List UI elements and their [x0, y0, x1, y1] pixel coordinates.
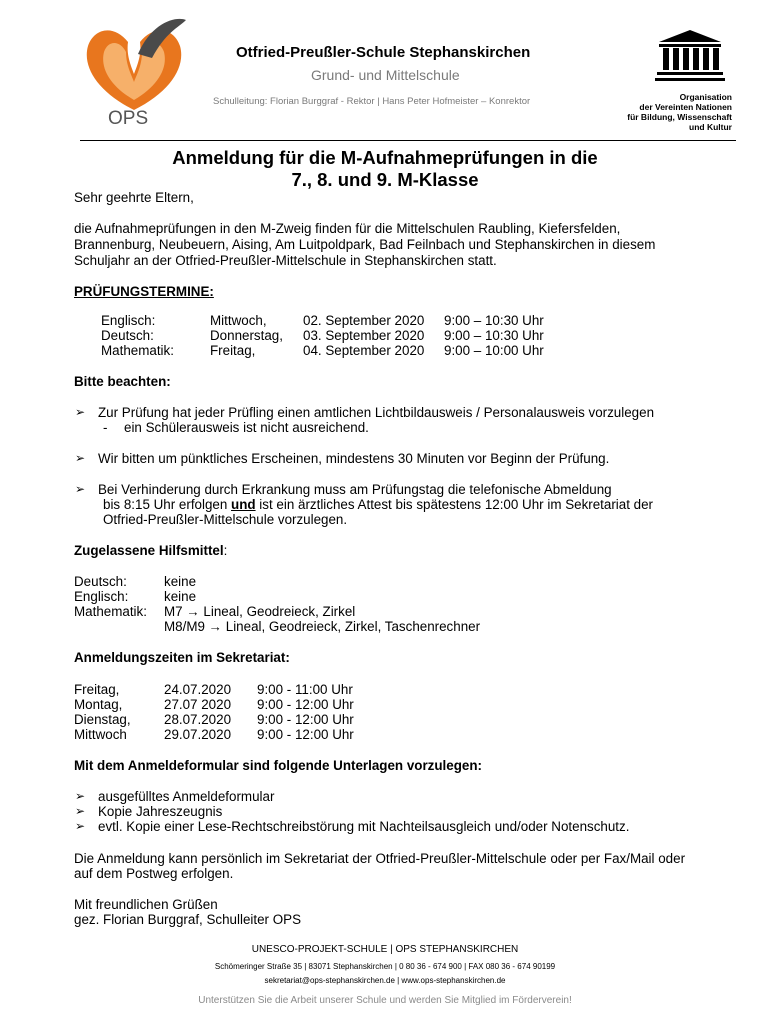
unesco-org-line-1: Organisation — [679, 92, 732, 102]
arrow-bullet-icon: ➢ — [75, 789, 86, 803]
note-3-emphasis: und — [231, 497, 256, 512]
office-time: 9:00 - 12:00 Uhr — [257, 697, 354, 712]
office-date: 29.07.2020 — [164, 727, 232, 742]
exam-subject: Deutsch: — [101, 328, 154, 343]
salutation: Sehr geehrte Eltern, — [74, 190, 194, 205]
dash-bullet-icon: - — [103, 420, 108, 435]
aids-heading — [74, 543, 227, 559]
exam-date: 02. September 2020 — [303, 313, 425, 328]
footer-address: Schömeringer Straße 35 | 83071 Stephanskirchen | 0 80 36 - 674 900 | FAX 080 36 - 674 90199 — [214, 962, 556, 971]
aid-value: M7 → Lineal, Geodreieck, Zirkel — [164, 604, 356, 619]
intro-line-2: Brannenburg, Neubeuern, Aising, Am Luitpoldpark, Bad Feilnbach und Stephanskirchen in diesem — [74, 237, 656, 252]
signature: gez. Florian Burggraf, Schulleiter OPS — [74, 912, 302, 927]
unesco-org-line-2: der Vereinten Nationen — [639, 102, 732, 112]
office-day: Freitag, — [74, 682, 120, 697]
ops-logo-text: OPS — [108, 108, 149, 129]
exam-date: 04. September 2020 — [303, 343, 425, 358]
arrow-bullet-icon: ➢ — [75, 819, 86, 833]
intro-line-3: Schuljahr an der Otfried-Preußler-Mittelschule in Stephanskirchen statt. — [74, 253, 497, 268]
office-time: 9:00 - 12:00 Uhr — [257, 727, 354, 742]
arrow-bullet-icon: ➢ — [75, 451, 86, 465]
exam-time: 9:00 – 10:30 Uhr — [444, 328, 544, 343]
note-3-line-3: Otfried-Preußler-Mittelschule vorzulegen. — [103, 512, 348, 527]
document-item: ausgefülltes Anmeldeformular — [98, 789, 275, 804]
note-3-line-2 — [103, 497, 653, 513]
exam-date: 03. September 2020 — [303, 328, 425, 343]
unesco-org-line-3: für Bildung, Wissenschaft — [627, 112, 732, 122]
aid-subject: Deutsch: — [74, 574, 127, 589]
office-date: 28.07.2020 — [164, 712, 232, 727]
exam-subject: Englisch: — [101, 313, 156, 328]
aids-heading-colon: : — [223, 543, 228, 558]
exams-heading: PRÜFUNGSTERMINE: — [74, 284, 214, 299]
unesco-logo — [655, 28, 725, 88]
notes-heading: Bitte beachten: — [74, 374, 171, 389]
note-3-line-1: Bei Verhinderung durch Erkrankung muss am Prüfungstag die telefonische Abmeldung — [98, 482, 612, 497]
exam-day: Mittwoch, — [210, 313, 267, 328]
arrow-bullet-icon: ➢ — [75, 482, 86, 496]
exam-time: 9:00 – 10:00 Uhr — [444, 343, 544, 358]
arrow-bullet-icon: ➢ — [75, 405, 86, 419]
office-time: 9:00 - 12:00 Uhr — [257, 712, 354, 727]
note-1-sub: ein Schülerausweis ist nicht ausreichend. — [124, 420, 369, 435]
office-time: 9:00 - 11:00 Uhr — [257, 682, 353, 697]
aid-value: keine — [164, 589, 197, 604]
note-3-text-a: bis 8:15 Uhr erfolgen — [103, 497, 232, 512]
school-leadership: Schulleitung: Florian Burggraf - Rektor | Hans Peter Hofmeister – Konrektor — [213, 96, 531, 107]
aid-value: keine — [164, 574, 197, 589]
exam-day: Freitag, — [210, 343, 256, 358]
note-2: Wir bitten um pünktliches Erscheinen, mindestens 30 Minuten vor Beginn der Prüfung. — [98, 451, 610, 466]
office-day: Mittwoch — [74, 727, 127, 742]
footer-contact: sekretariat@ops-stephanskirchen.de | www.ops-stephanskirchen.de — [264, 976, 506, 985]
aid-subject: Mathematik: — [74, 604, 147, 619]
documents-heading: Mit dem Anmeldeformular sind folgende Unterlagen vorzulegen: — [74, 758, 482, 773]
school-type: Grund- und Mittelschule — [311, 67, 460, 83]
closing-line-2: auf dem Postweg erfolgen. — [74, 866, 234, 881]
office-day: Dienstag, — [74, 712, 131, 727]
arrow-bullet-icon: ➢ — [75, 804, 86, 818]
office-date: 27.07 2020 — [164, 697, 232, 712]
aids-heading-text: Zugelassene Hilfsmittel — [74, 543, 224, 558]
greeting: Mit freundlichen Grüßen — [74, 897, 218, 912]
page-title-line-2: 7., 8. und 9. M-Klasse — [291, 169, 479, 190]
document-item: Kopie Jahreszeugnis — [98, 804, 223, 819]
footer-appeal: Unterstützen Sie die Arbeit unserer Schule und werden Sie Mitglied im Förderverein! — [198, 995, 572, 1006]
closing-line-1: Die Anmeldung kann persönlich im Sekretariat der Otfried-Preußler-Mittelschule oder per Fax/Mail oder — [74, 851, 686, 866]
ops-logo — [76, 12, 192, 134]
note-1: Zur Prüfung hat jeder Prüfling einen amtlichen Lichtbildausweis / Personalausweis vorzulegen — [98, 405, 655, 420]
document-item: evtl. Kopie einer Lese-Rechtschreibstörung mit Nachteilsausgleich und/oder Notenschutz. — [98, 819, 630, 834]
office-heading: Anmeldungszeiten im Sekretariat: — [74, 650, 290, 665]
page-title-line-1: Anmeldung für die M-Aufnahmeprüfungen in die — [172, 147, 598, 168]
note-3-text-c: ist ein ärztliches Attest bis spätestens 12:00 Uhr im Sekretariat der — [255, 497, 654, 512]
aid-value: M8/M9 → Lineal, Geodreieck, Zirkel, Taschenrechner — [164, 619, 481, 634]
footer-line-1: UNESCO-PROJEKT-SCHULE | OPS STEPHANSKIRCHEN — [251, 944, 519, 955]
office-date: 24.07.2020 — [164, 682, 232, 697]
school-name: Otfried-Preußler-Schule Stephanskirchen — [236, 44, 531, 61]
exam-subject: Mathematik: — [101, 343, 174, 358]
aid-subject: Englisch: — [74, 589, 129, 604]
exam-time: 9:00 – 10:30 Uhr — [444, 313, 544, 328]
office-day: Montag, — [74, 697, 123, 712]
intro-line-1: die Aufnahmeprüfungen in den M-Zweig finden für die Mittelschulen Raubling, Kiefersfelden, — [74, 221, 621, 236]
unesco-org-line-4: und Kultur — [689, 122, 732, 132]
header-divider — [80, 140, 736, 141]
unesco-temple-icon — [655, 28, 725, 88]
unesco-org-text — [620, 92, 732, 132]
exam-day: Donnerstag, — [210, 328, 283, 343]
